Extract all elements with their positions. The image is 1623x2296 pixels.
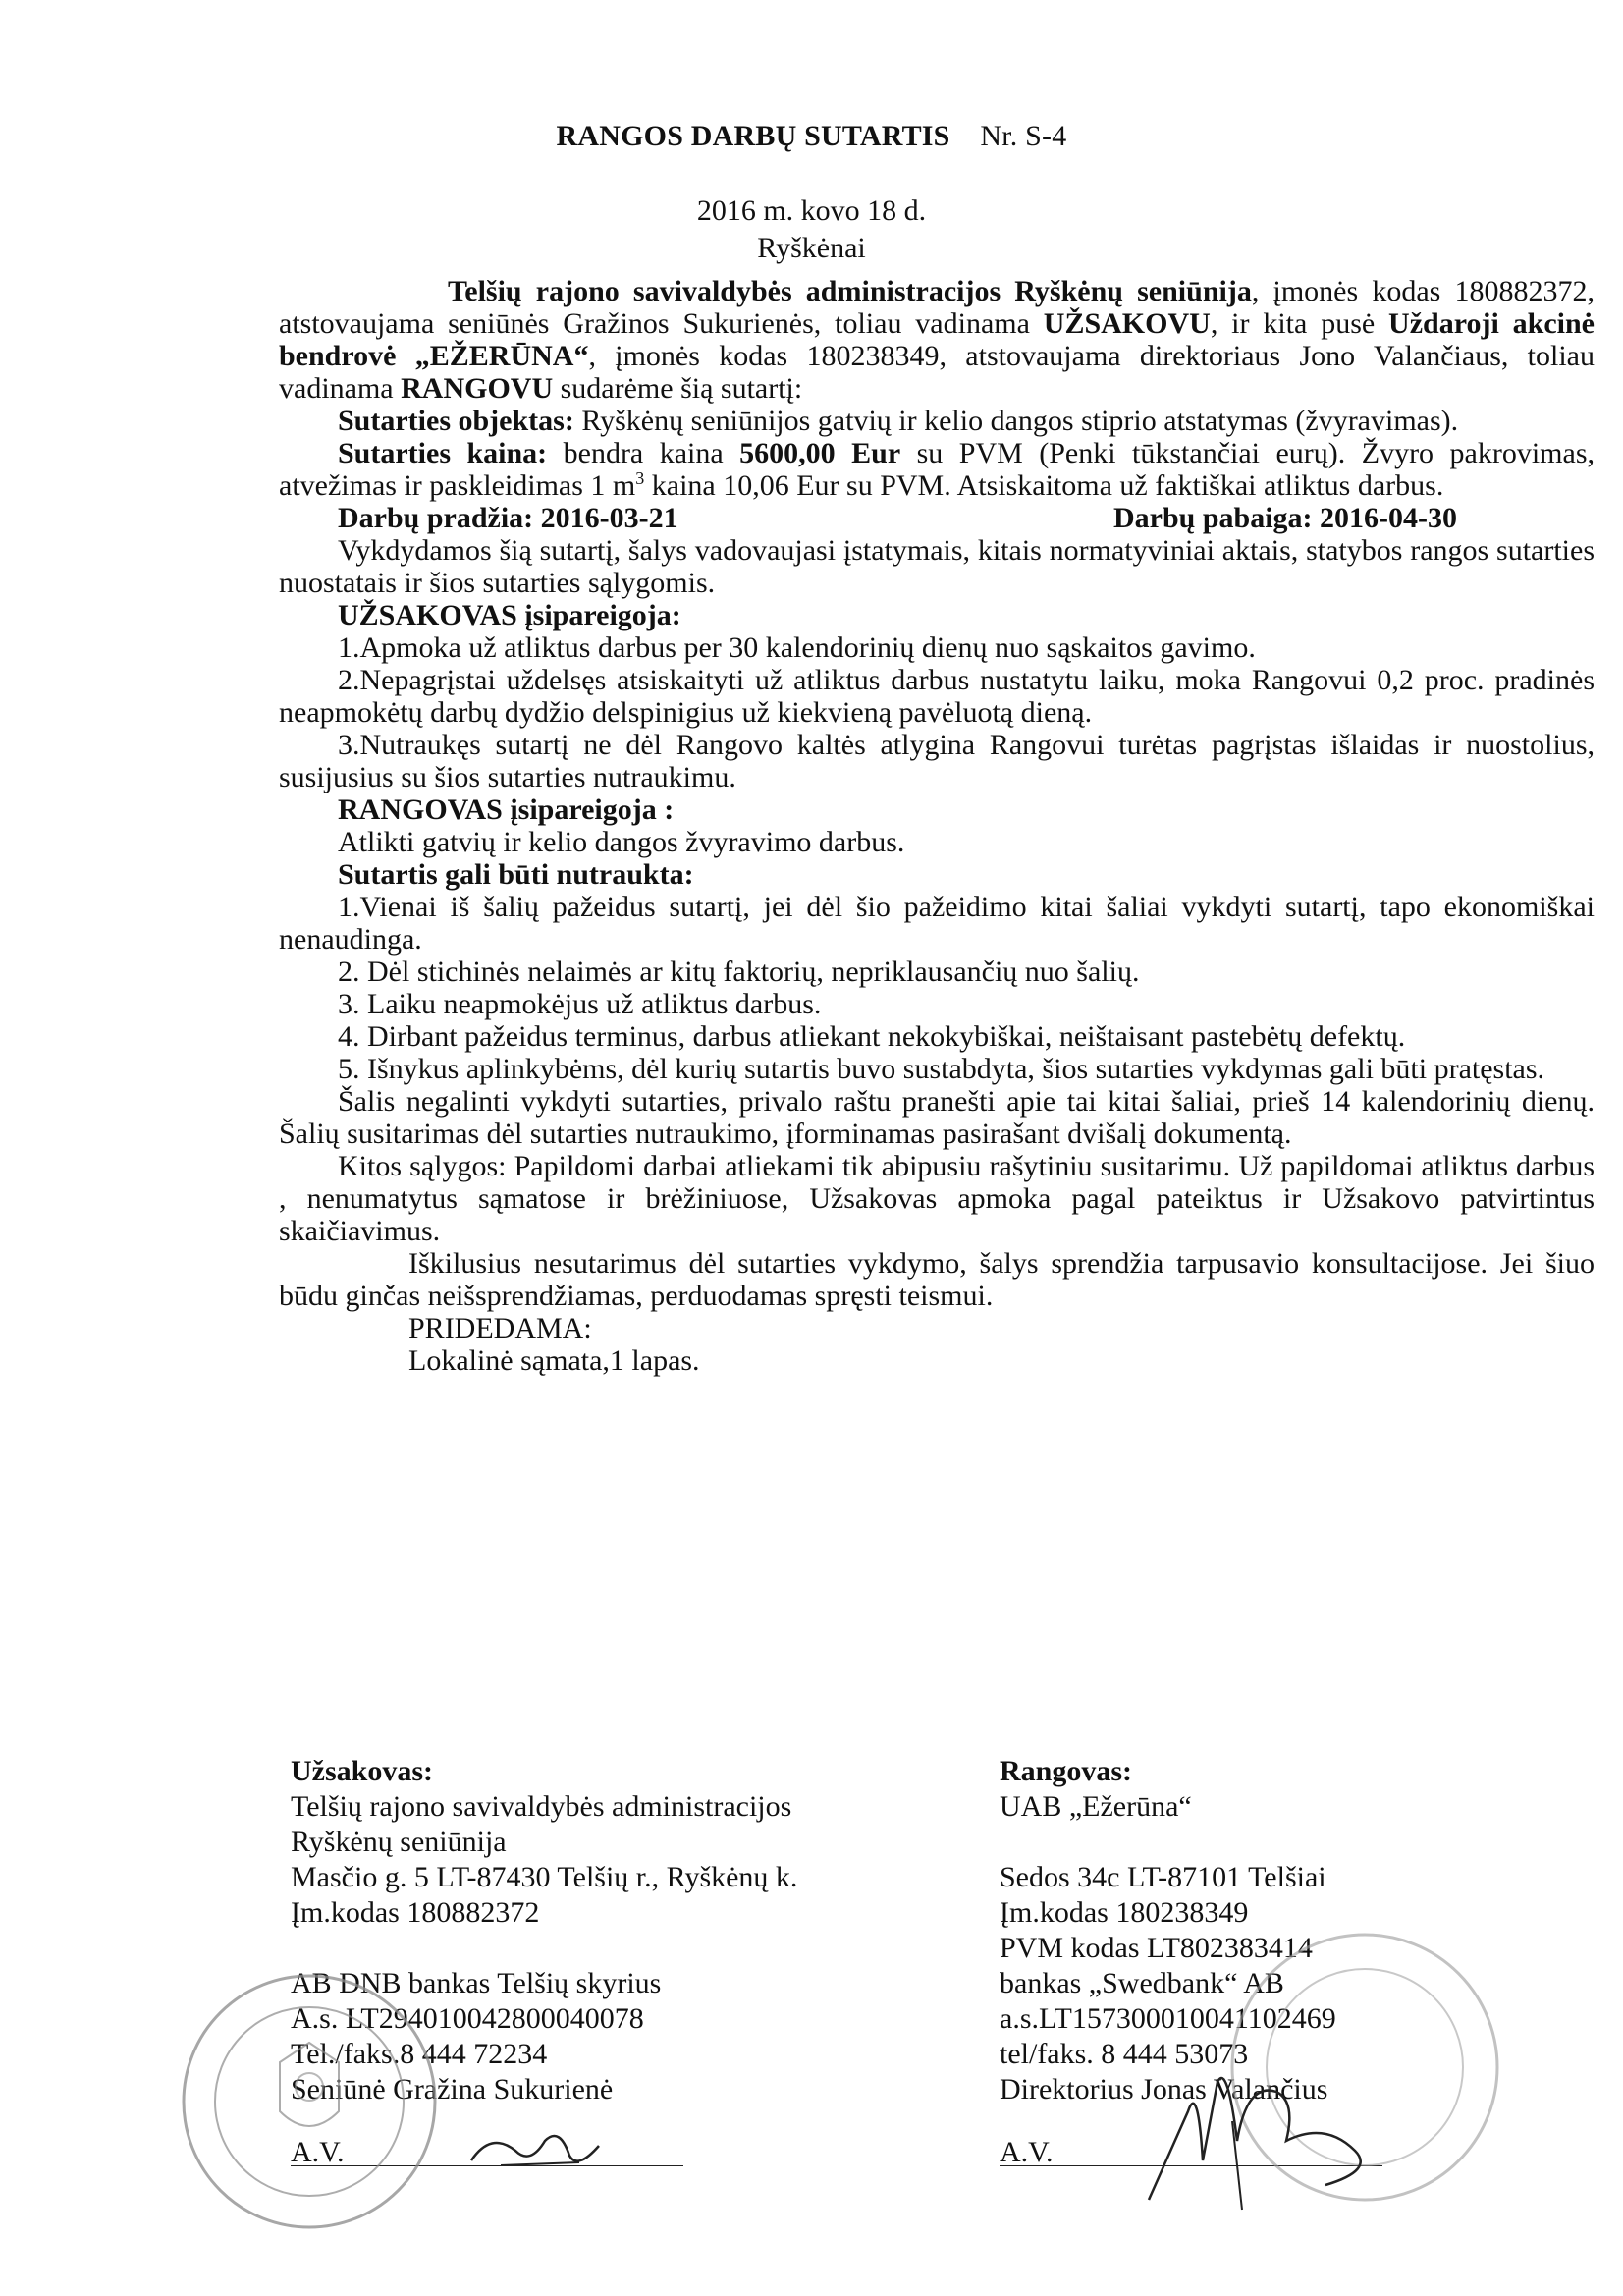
client-line: Tel./faks.8 444 72234 bbox=[291, 2038, 548, 2070]
work-end: Darbų pabaiga: 2016-04-30 bbox=[1112, 502, 1457, 534]
client-line: Ryškėnų seniūnija bbox=[291, 1826, 507, 1858]
disputes-paragraph: Iškilusius nesutarimus dėl sutarties vykdymo, šalys sprendžia tarpusavio konsultacijose. Jei šiuo būdu ginčas neišsprendžiamas, perduodamas spręsti teismui. bbox=[279, 1247, 1595, 1312]
party1-name: Telšių rajono savivaldybės administracijos Ryškėnų seniūnija bbox=[448, 275, 1252, 307]
contract-date: 2016 m. kovo 18 d. bbox=[696, 194, 927, 227]
termination-item-1: 1.Vienai iš šalių pažeidus sutartį, jei dėl šio pažeidimo kitai šaliai vykdyti sutartį, tapo ekonomiškai nenaudinga. bbox=[279, 891, 1595, 956]
law-paragraph: Vykdydamos šią sutartį, šalys vadovaujasi įstatymais, kitais normatyviniai aktais, statybos rangos sutarties nuostatais ir šios sutarties sąlygomis. bbox=[279, 534, 1595, 599]
notice-paragraph: Šalis negalinti vykdyti sutarties, privalo raštu pranešti apie tai kitai šaliai, prieš 14 kalendorinių dienų. Šalių susitarimas dėl sutarties nutraukimo, įforminamas pasirašant dvišalį dokumentą. bbox=[279, 1085, 1595, 1150]
client-line: AB DNB bankas Telšių skyrius bbox=[291, 1967, 662, 1999]
termination-heading: Sutartis gali būti nutraukta: bbox=[338, 858, 694, 891]
object-paragraph: Sutarties objektas: Ryškėnų seniūnijos gatvių ir kelio dangos stiprio atstatymas (žvyravimas). bbox=[338, 405, 1459, 437]
contractor-signature-icon bbox=[1129, 2023, 1404, 2219]
client-av: A.V. bbox=[291, 2136, 345, 2168]
termination-item-5: 5. Išnykus aplinkybėms, dėl kurių sutartis buvo sustabdyta, šios sutarties vykdymas gali būti pratęstas. bbox=[338, 1053, 1545, 1085]
client-obligations-heading: UŽSAKOVAS įsipareigoja: bbox=[338, 599, 681, 631]
client-obligation-1: 1.Apmoka už atliktus darbus per 30 kalendorinių dienų nuo sąskaitos gavimo. bbox=[338, 631, 1256, 664]
client-line bbox=[291, 1931, 797, 1966]
work-dates bbox=[279, 502, 1595, 534]
client-signature-icon bbox=[461, 2121, 609, 2180]
client-heading: Užsakovas: bbox=[291, 1755, 434, 1787]
client-stamp-icon bbox=[172, 1964, 447, 2239]
contractor-line: PVM kodas LT802383414 bbox=[1000, 1932, 1313, 1964]
party1-role: UŽSAKOVU bbox=[1043, 307, 1211, 340]
contractor-heading: Rangovas: bbox=[1000, 1755, 1133, 1787]
contractor-line: Įm.kodas 180238349 bbox=[1000, 1896, 1249, 1929]
party2-name: Uždaroji akcinė bendrovė „EŽERŪNA“ bbox=[279, 307, 1596, 372]
contractor-line: Sedos 34c LT-87101 Telšiai bbox=[1000, 1861, 1326, 1893]
work-start: Darbų pradžia: 2016-03-21 bbox=[338, 502, 678, 534]
client-obligation-2: 2.Nepagrįstai uždelsęs atsiskaityti už atliktus darbus nustatytu laiku, moka Rangovui 0,2 proc. pradinės neapmokėtų darbų dydžio delspinigius už kiekvieną pavėluotą dieną. bbox=[279, 664, 1595, 729]
price-paragraph: Sutarties kaina: bendra kaina 5600,00 Eur su PVM (Penki tūkstančiai eurų). Žvyro pakrovimas, atvežimas ir paskleidimas 1 $m^3$ kaina 10,06 Eur su PVM. Atsiskaitoma už faktiškai atliktus darbus. bbox=[279, 437, 1595, 502]
contract-place: Ryškėnai bbox=[757, 232, 866, 264]
contract-number: Nr. S-4 bbox=[980, 120, 1067, 152]
client-line: Masčio g. 5 LT-87430 Telšių r., Ryškėnų k. bbox=[291, 1861, 798, 1893]
price-label: Sutarties kaina: bbox=[338, 437, 548, 469]
client-line: Seniūnė Gražina Sukurienė bbox=[291, 2073, 614, 2105]
contractor-line: Direktorius Jonas Valančius bbox=[1000, 2073, 1328, 2105]
client-line: Įm.kodas 180882372 bbox=[291, 1896, 540, 1929]
termination-item-3: 3. Laiku neapmokėjus už atliktus darbus. bbox=[338, 988, 822, 1020]
attachments-heading: PRIDEDAMA: bbox=[408, 1312, 592, 1344]
contractor-line: bankas „Swedbank“ AB bbox=[1000, 1967, 1284, 1999]
object-label: Sutarties objektas: bbox=[338, 405, 574, 437]
party2-role: RANGOVU bbox=[401, 372, 554, 405]
client-obligation-3: 3.Nutraukęs sutartį ne dėl Rangovo kaltės atlygina Rangovui turėtas pagrįstas išlaidas ir nuostolius, susijusius su šios sutarties nutraukimu. bbox=[279, 729, 1595, 793]
document-title bbox=[0, 120, 1623, 153]
contractor-line: a.s.LT157300010041102469 bbox=[1000, 2002, 1336, 2035]
title-text: RANGOS DARBŲ SUTARTIS bbox=[556, 120, 950, 152]
intro-paragraph: Telšių rajono savivaldybės administracijos Ryškėnų seniūnija, įmonės kodas 180882372, atstovaujama seniūnės Gražinos Sukurienės, toliau vadinama UŽSAKOVU, ir kita pusė Uždaroji akcinė bendrovė „EŽERŪNA“, įmonės kodas 180238349, atstovaujama direktoriaus Jono Valančiaus, toliau vadinama RANGOVU sudarėme šią sutartį: bbox=[279, 275, 1596, 405]
price-amount: 5600,00 Eur bbox=[739, 437, 901, 469]
contractor-av: A.V. bbox=[1000, 2136, 1054, 2168]
contractor-line: tel/faks. 8 444 53073 bbox=[1000, 2038, 1249, 2070]
attachment-item: Lokalinė sąmata,1 lapas. bbox=[408, 1344, 700, 1377]
client-line: Telšių rajono savivaldybės administracijos bbox=[291, 1790, 792, 1823]
contractor-line bbox=[1000, 1825, 1336, 1860]
contractor-obligations-heading: RANGOVAS įsipareigoja : bbox=[338, 793, 675, 826]
other-conditions-paragraph: Kitos sąlygos: Papildomi darbai atliekami tik abipusiu rašytiniu susitarimu. Už papildomai atliktus darbus , nenumatytus sąmatose ir brėžiniuose, Užsakovas apmoka pagal pateiktus ir Užsakovo patvirtintus skaičiavimus. bbox=[279, 1150, 1595, 1247]
contractor-line: UAB „Ežerūna“ bbox=[1000, 1790, 1192, 1823]
termination-item-4: 4. Dirbant pažeidus terminus, darbus atliekant nekokybiškai, neištaisant pastebėtų defektų. bbox=[338, 1020, 1406, 1053]
client-line: A.s. LT294010042800040078 bbox=[291, 2002, 644, 2035]
termination-item-2: 2. Dėl stichinės nelaimės ar kitų faktorių, nepriklausančių nuo šalių. bbox=[338, 956, 1140, 988]
contract-body bbox=[279, 275, 1595, 1377]
contractor-obligation-text: Atlikti gatvių ir kelio dangos žvyravimo darbus. bbox=[338, 826, 905, 858]
